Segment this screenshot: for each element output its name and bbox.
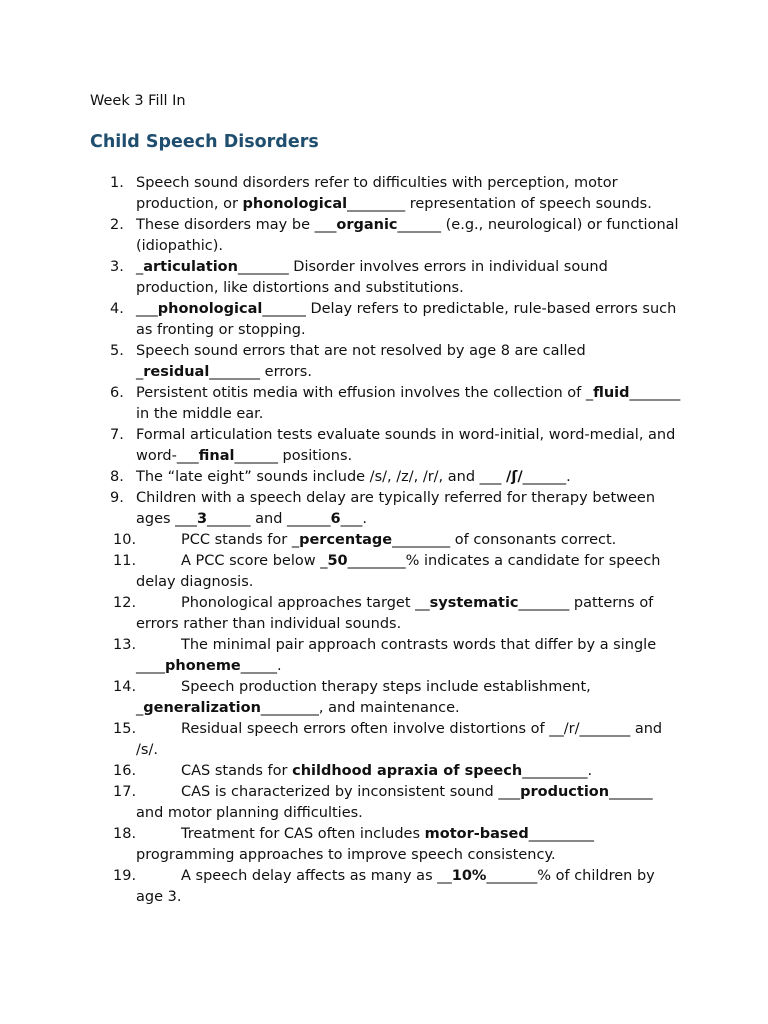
answer-text: percentage [299,532,393,548]
answer-text: phonological [157,301,263,317]
question-text: ______ and motor planning difficulties. [136,784,653,821]
question-text: CAS is characterized by inconsistent sound ___ [181,784,521,800]
item-text [136,469,571,485]
item-text [136,553,661,590]
list-item [0,761,681,782]
item-number: 12. [113,595,137,611]
list-item [0,593,681,635]
list-item [0,383,681,425]
list-item [0,530,681,551]
item-text [136,868,655,905]
question-text: ___. [340,511,367,527]
list-item [0,341,681,383]
question-text: ________, and maintenance. [260,700,460,716]
question-text: ______. [522,469,571,485]
question-text: Residual speech errors often involve distortions of __/r/_______ and /s/. [136,721,663,758]
question-text: These disorders may be ___ [136,217,337,233]
list-item [0,299,681,341]
question-text: The “late eight” sounds include /s/, /z/, /r/, and ___ [136,469,507,485]
list-item [0,635,681,677]
question-text: _______ patterns of errors rather than individual sounds. [136,595,654,632]
question-text: _______ in the middle ear. [136,385,681,422]
question-text: _______ Disorder involves errors in individual sound production, like distortions and substitutions. [136,259,608,296]
question-text: A PCC score below _ [181,553,328,569]
question-text: ______ and ______ [207,511,331,527]
item-number: 14. [113,679,137,695]
answer-text: 3 [196,511,208,527]
item-number: 11. [113,553,137,569]
item-number: 16. [113,763,137,779]
question-text: _________. [522,763,593,779]
answer-text: phonological [242,196,348,212]
question-text: ______ Delay refers to predictable, rule-based errors such as fronting or stopping. [136,301,677,338]
answer-text: 10% [451,868,487,884]
item-text [136,826,594,863]
item-number: 5. [110,343,124,359]
item-number: 2. [110,217,124,233]
answer-text: childhood apraxia of speech [292,763,523,779]
list-item [0,425,681,467]
list-item [0,467,681,488]
item-number: 9. [110,490,124,506]
question-text: Persistent otitis media with effusion involves the collection of _ [136,385,594,401]
item-number: 3. [110,259,124,275]
question-text: PCC stands for _ [181,532,300,548]
question-text: Treatment for CAS often includes [181,826,425,842]
answer-text: systematic [429,595,519,611]
list-item [0,719,681,761]
question-text: ___ [136,301,158,317]
item-number: 6. [110,385,124,401]
answer-text: fluid [593,385,630,401]
item-text [136,679,591,716]
list-item [0,257,681,299]
item-number: 15. [113,721,137,737]
item-number: 19. [113,868,137,884]
list-item [0,173,681,215]
list-item [0,677,681,719]
item-number: 13. [113,637,137,653]
item-text [136,217,679,254]
item-text [136,343,586,380]
item-text [136,784,653,821]
answer-text: residual [143,364,210,380]
answer-text: /ʃ/ [506,469,523,485]
question-text: A speech delay affects as many as __ [181,868,452,884]
item-text [136,259,608,296]
answer-text: 50 [327,553,348,569]
question-text: _________ programming approaches to improve speech consistency. [136,826,595,863]
question-text: Formal articulation tests evaluate sounds in word-initial, word-medial, and word-___ [136,427,676,464]
item-number: 17. [113,784,137,800]
answer-text: generalization [143,700,261,716]
question-text: Speech sound errors that are not resolved by age 8 are called _ [136,343,586,380]
list-item [0,782,681,824]
list-item [0,488,681,530]
answer-text: phoneme [165,658,241,674]
question-text: CAS stands for [181,763,293,779]
answer-text: articulation [143,259,238,275]
item-number: 1. [110,175,124,191]
question-text: ________ of consonants correct. [392,532,617,548]
question-text: Speech production therapy steps include establishment, _ [136,679,591,716]
item-number: 18. [113,826,137,842]
question-text: The minimal pair approach contrasts words that differ by a single ____ [136,637,657,674]
item-text [136,175,652,212]
item-number: 8. [110,469,124,485]
document-subtitle: Week 3 Fill In [90,93,186,109]
item-text [136,301,676,338]
answer-text: motor-based [424,826,529,842]
question-text: ______ positions. [234,448,353,464]
answer-text: final [198,448,235,464]
list-item [0,551,681,593]
list-item [0,824,681,866]
question-text: Phonological approaches target __ [181,595,430,611]
item-number: 10. [113,532,137,548]
answer-text: organic [336,217,398,233]
item-text [136,532,616,548]
item-text [136,763,592,779]
answer-text: production [520,784,610,800]
item-text [136,427,675,464]
question-text: ________ representation of speech sounds. [347,196,652,212]
item-number: 7. [110,427,124,443]
answer-text: 6 [330,511,341,527]
question-text: _ [136,259,144,275]
question-text: _____. [240,658,282,674]
question-text: _______ errors. [209,364,312,380]
item-text [136,490,655,527]
question-text: ______ (e.g., neurological) or functional (idiopathic). [136,217,679,254]
document-title: Child Speech Disorders [90,132,319,152]
question-text: Speech sound disorders refer to difficulties with perception, motor production, or [136,175,618,212]
question-text: _______% of children by age 3. [136,868,655,905]
list-item [0,866,681,908]
item-text [136,385,680,422]
item-number: 4. [110,301,124,317]
item-text [136,721,662,758]
question-list [0,173,768,908]
item-text [136,637,656,674]
list-item [0,215,681,257]
question-text: ________% indicates a candidate for speech delay diagnosis. [136,553,661,590]
item-text [136,595,653,632]
question-text: Children with a speech delay are typically referred for therapy between ages ___ [136,490,656,527]
